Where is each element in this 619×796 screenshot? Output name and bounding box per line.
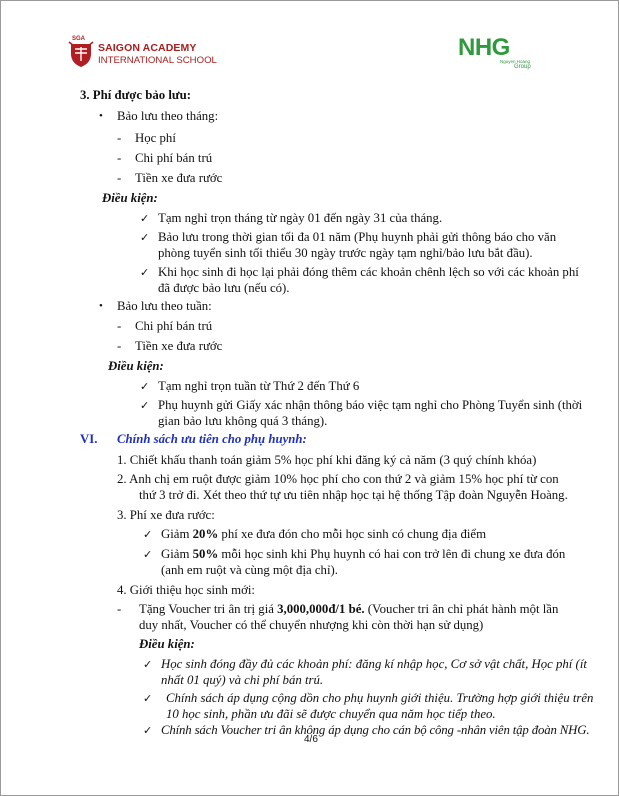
school-abbrev: SGA <box>72 36 86 42</box>
voucher-condition: Học sinh đóng đầy đủ các khoản phí: đăng kí nhập học, Cơ sở vật chất, Học phí (ít <box>161 657 587 671</box>
check-icon: ✓ <box>143 692 153 705</box>
nhg-logo-sub2: Group <box>514 64 531 70</box>
bullet-icon: • <box>99 110 103 122</box>
dash-icon: - <box>117 171 122 185</box>
voucher-condition: Chính sách áp dụng cộng dồn cho phụ huynh giới thiệu. Trường hợp giới thiệu trên <box>166 691 594 705</box>
school-subtitle: INTERNATIONAL SCHOOL <box>98 55 217 66</box>
weekly-label: Bảo lưu theo tuần: <box>117 299 212 313</box>
check-icon: ✓ <box>143 724 153 737</box>
voucher-value: 3,000,000đ/1 bé. <box>277 602 365 616</box>
voucher-post: (Voucher tri ân chỉ phát hành một lần <box>364 602 559 616</box>
check-icon: ✓ <box>140 380 150 393</box>
policy-item-4: 4. Giới thiệu học sinh mới: <box>117 583 255 597</box>
policy-item-2-cont: thứ 3 trở đi. Xét theo thứ tự ưu tiên nhập học tại hệ thống Tập đoàn Nguyễn Hoàng. <box>139 488 568 502</box>
monthly-condition: Khi học sinh đi học lại phải đóng thêm các khoản chênh lệch so với các khoản phí <box>158 265 579 279</box>
weekly-condition-label: Điều kiện: <box>108 359 164 373</box>
bus-discount-1 <box>161 526 486 543</box>
bullet-icon: • <box>99 300 103 312</box>
bus-discount-1-post: phí xe đưa đón cho mỗi học sinh có chung địa điểm <box>218 527 487 541</box>
check-icon: ✓ <box>143 548 153 561</box>
dash-icon: - <box>117 339 122 353</box>
page-number: 4/6 <box>304 734 318 745</box>
monthly-item: Tiền xe đưa rước <box>135 171 223 185</box>
policy-item-3: 3. Phí xe đưa rước: <box>117 508 215 522</box>
check-icon: ✓ <box>143 528 153 541</box>
policy-item-1: 1. Chiết khấu thanh toán giảm 5% học phí khi đăng ký cả năm (3 quý chính khóa) <box>117 453 537 467</box>
weekly-condition: Tạm nghỉ trọn tuần từ Thứ 2 đến Thứ 6 <box>158 379 360 393</box>
section3-heading: 3. Phí được bảo lưu: <box>80 88 191 102</box>
check-icon: ✓ <box>140 399 150 412</box>
bus-discount-2-post: mỗi học sinh khi Phụ huynh có hai con trở lên đi chung xe đưa đón <box>218 547 566 561</box>
bus-discount-2 <box>161 546 565 563</box>
monthly-item: Chi phí bán trú <box>135 151 213 165</box>
monthly-condition-label: Điều kiện: <box>102 191 158 205</box>
school-crest-icon <box>68 38 94 68</box>
monthly-condition-cont: đã được bảo lưu (nếu có). <box>158 281 290 295</box>
dash-icon: - <box>117 602 122 616</box>
monthly-item: Học phí <box>135 131 176 145</box>
bus-discount-2-pre: Giảm <box>161 547 193 561</box>
section6-heading: Chính sách ưu tiên cho phụ huynh: <box>117 432 307 446</box>
voucher-condition-cont: nhất 01 quý) và chi phí bán trú. <box>161 673 324 687</box>
weekly-item: Chi phí bán trú <box>135 319 213 333</box>
monthly-condition-cont: phòng tuyển sinh tối thiểu 30 ngày trước ngày tạm nghỉ/bảo lưu bắt đầu). <box>158 246 533 260</box>
school-name: SAIGON ACADEMY <box>98 42 197 54</box>
bus-discount-2-value: 50% <box>192 547 219 561</box>
weekly-condition-cont: gian bảo lưu không quá 3 tháng). <box>158 414 328 428</box>
nhg-logo-sub1: Nguyen Hoang <box>500 59 531 64</box>
policy-item-2: 2. Anh chị em ruột được giảm 10% học phí cho con thứ 2 và giảm 15% học phí từ con <box>117 472 559 486</box>
voucher-line <box>139 601 558 618</box>
voucher-line-cont: duy nhất, Voucher có thể chuyển nhượng khi còn thời hạn sử dụng) <box>139 618 484 632</box>
nhg-logo-text: NHG <box>458 34 510 61</box>
bus-discount-1-pre: Giảm <box>161 527 193 541</box>
voucher-pre: Tặng Voucher tri ân trị giá <box>139 602 278 616</box>
dash-icon: - <box>117 151 122 165</box>
monthly-label: Bảo lưu theo tháng: <box>117 109 219 123</box>
check-icon: ✓ <box>143 658 153 671</box>
weekly-item: Tiền xe đưa rước <box>135 339 223 353</box>
bus-discount-2-cont: (anh em ruột và cùng một địa chỉ). <box>161 563 338 577</box>
dash-icon: - <box>117 319 122 333</box>
monthly-condition: Tạm nghỉ trọn tháng từ ngày 01 đến ngày 31 của tháng. <box>158 211 443 225</box>
bus-discount-1-value: 20% <box>192 527 219 541</box>
voucher-condition: Chính sách Voucher tri ân không áp dụng cho cán bộ công -nhân viên tập đoàn NHG. <box>161 723 590 737</box>
voucher-condition-cont: 10 học sinh, phần ưu đãi sẽ được chuyển qua năm học tiếp theo. <box>166 707 496 721</box>
monthly-condition: Bảo lưu trong thời gian tối đa 01 năm (Phụ huynh phải gửi thông báo cho văn <box>158 230 557 244</box>
saigon-academy-logo <box>64 38 224 70</box>
check-icon: ✓ <box>140 266 150 279</box>
section6-number: VI. <box>80 432 98 446</box>
weekly-condition: Phụ huynh gửi Giấy xác nhận thông báo việc tạm nghỉ cho Phòng Tuyển sinh (thời <box>158 398 583 412</box>
voucher-condition-label: Điều kiện: <box>139 637 195 651</box>
dash-icon: - <box>117 131 122 145</box>
check-icon: ✓ <box>140 212 150 225</box>
nhg-logo <box>458 34 538 72</box>
check-icon: ✓ <box>140 231 150 244</box>
